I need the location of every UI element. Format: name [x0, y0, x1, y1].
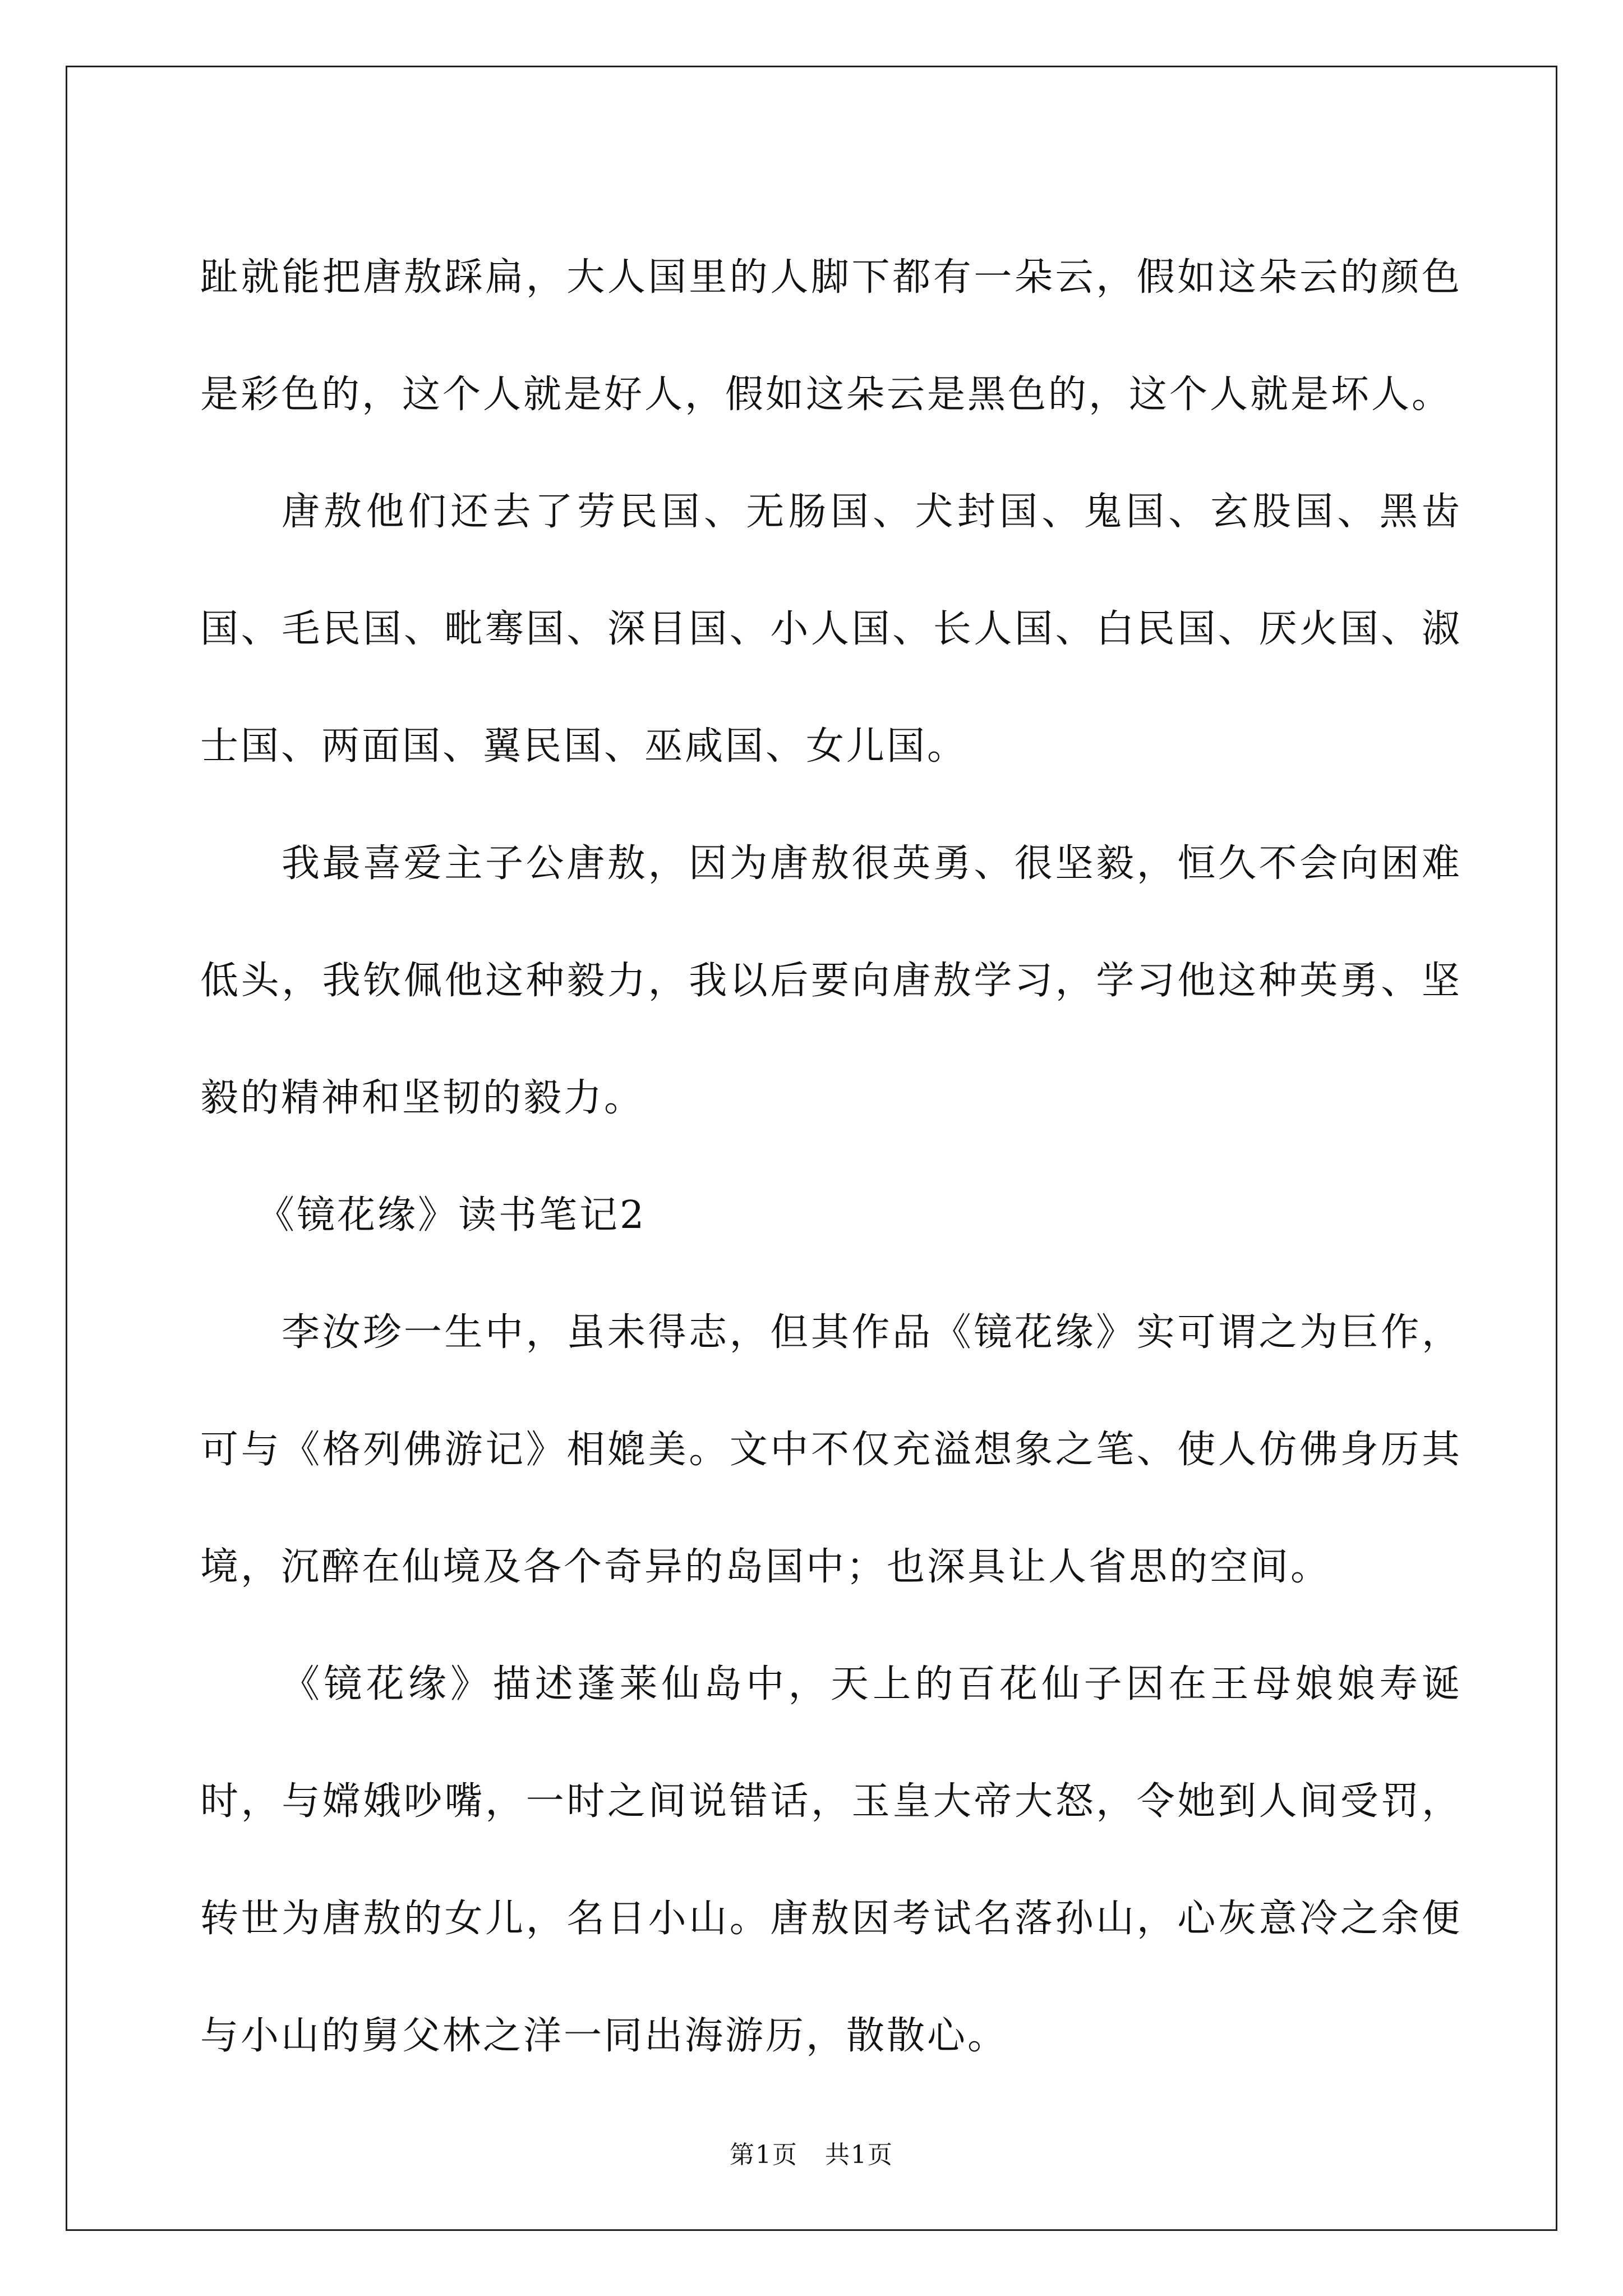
section-heading: 《镜花缘》读书笔记2: [256, 1193, 647, 1237]
page-number: 第1页: [730, 2141, 798, 2169]
paragraph-4: 李汝珍一生中，虽未得志，但其作品《镜花缘》实可谓之为巨作，可与《格列佛游记》相媲美。文中不仅充溢想象之笔、使人仿佛身历其境，沉醉在仙境及各个奇异的岛国中；也深具让人省思的空间。: [200, 1310, 1462, 1589]
paragraph-5: 《镜花缘》描述蓬莱仙岛中，天上的百花仙子因在王母娘娘寿诞时，与嫦娥吵嘴，一时之间说错话，玉皇大帝大怒，令她到人间受罚，转世为唐敖的女儿，名日小山。唐敖因考试名落孙山，心灰意冷之余便与小山的舅父林之洋一同出海游历，散散心。: [200, 1662, 1462, 2058]
paragraph-1: 趾就能把唐敖踩扁，大人国里的人脚下都有一朵云，假如这朵云的颜色是彩色的，这个人就是好人，假如这朵云是黑色的，这个人就是坏人。: [200, 255, 1462, 417]
document-body: [200, 219, 1462, 2095]
paragraph-2: 唐敖他们还去了劳民国、无肠国、犬封国、鬼国、玄股国、黑齿国、毛民国、毗骞国、深目国、小人国、长人国、白民国、厌火国、淑士国、两面国、翼民国、巫咸国、女儿国。: [200, 490, 1462, 769]
paragraph-3: 我最喜爱主子公唐敖，因为唐敖很英勇、很坚毅，恒久不会向困难低头，我钦佩他这种毅力，我以后要向唐敖学习，学习他这种英勇、坚毅的精神和坚韧的毅力。: [200, 841, 1462, 1120]
page-total: 共1页: [825, 2141, 893, 2169]
page-footer: [0, 2134, 1623, 2170]
